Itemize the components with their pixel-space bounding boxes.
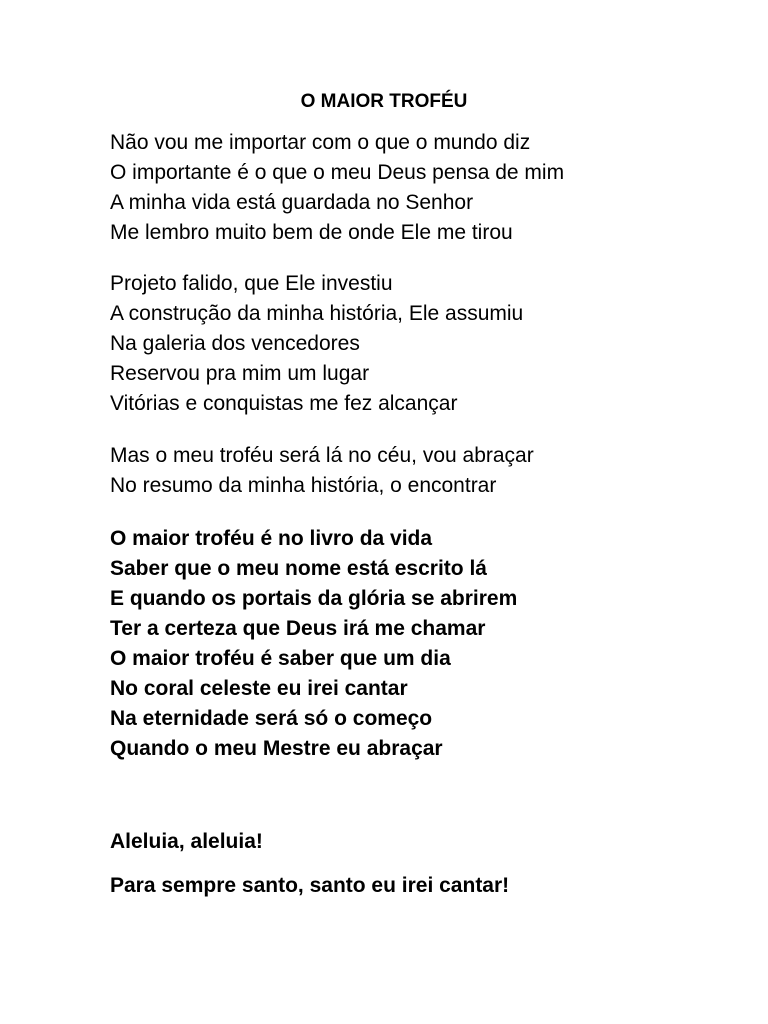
lyric-line: A minha vida está guardada no Senhor bbox=[110, 191, 474, 214]
lyric-line: No coral celeste eu irei cantar bbox=[110, 677, 408, 700]
lyric-line: No resumo da minha história, o encontrar bbox=[110, 474, 497, 497]
pre-chorus bbox=[110, 441, 534, 501]
lyric-line: Me lembro muito bem de onde Ele me tirou bbox=[110, 221, 513, 244]
lyric-line: Ter a certeza que Deus irá me chamar bbox=[110, 617, 486, 640]
lyric-line: O maior troféu é no livro da vida bbox=[110, 527, 433, 550]
lyric-line: Para sempre santo, santo eu irei cantar! bbox=[110, 874, 510, 897]
lyric-line: Na galeria dos vencedores bbox=[110, 332, 360, 355]
verse-1 bbox=[110, 128, 564, 248]
song-title: O MAIOR TROFÉU bbox=[300, 91, 468, 112]
lyric-line: Mas o meu troféu será lá no céu, vou abraçar bbox=[110, 444, 534, 467]
lyric-line: Projeto falido, que Ele investiu bbox=[110, 272, 393, 295]
closing-line bbox=[110, 871, 509, 901]
hallelujah-line bbox=[110, 827, 263, 857]
lyric-line: Aleluia, aleluia! bbox=[110, 830, 263, 853]
lyric-line: Vitórias e conquistas me fez alcançar bbox=[110, 392, 458, 415]
lyric-line: O importante é o que o meu Deus pensa de mim bbox=[110, 161, 565, 184]
lyric-line: Saber que o meu nome está escrito lá bbox=[110, 557, 487, 580]
lyric-line: E quando os portais da glória se abrirem bbox=[110, 587, 518, 610]
lyric-line: Reservou pra mim um lugar bbox=[110, 362, 370, 385]
lyric-line: Quando o meu Mestre eu abraçar bbox=[110, 737, 443, 760]
chorus bbox=[110, 524, 517, 764]
lyric-line: A construção da minha história, Ele assumiu bbox=[110, 302, 524, 325]
lyric-line: Não vou me importar com o que o mundo diz bbox=[110, 131, 531, 154]
lyric-line: Na eternidade será só o começo bbox=[110, 707, 433, 730]
lyric-line: O maior troféu é saber que um dia bbox=[110, 647, 451, 670]
verse-2 bbox=[110, 269, 523, 419]
